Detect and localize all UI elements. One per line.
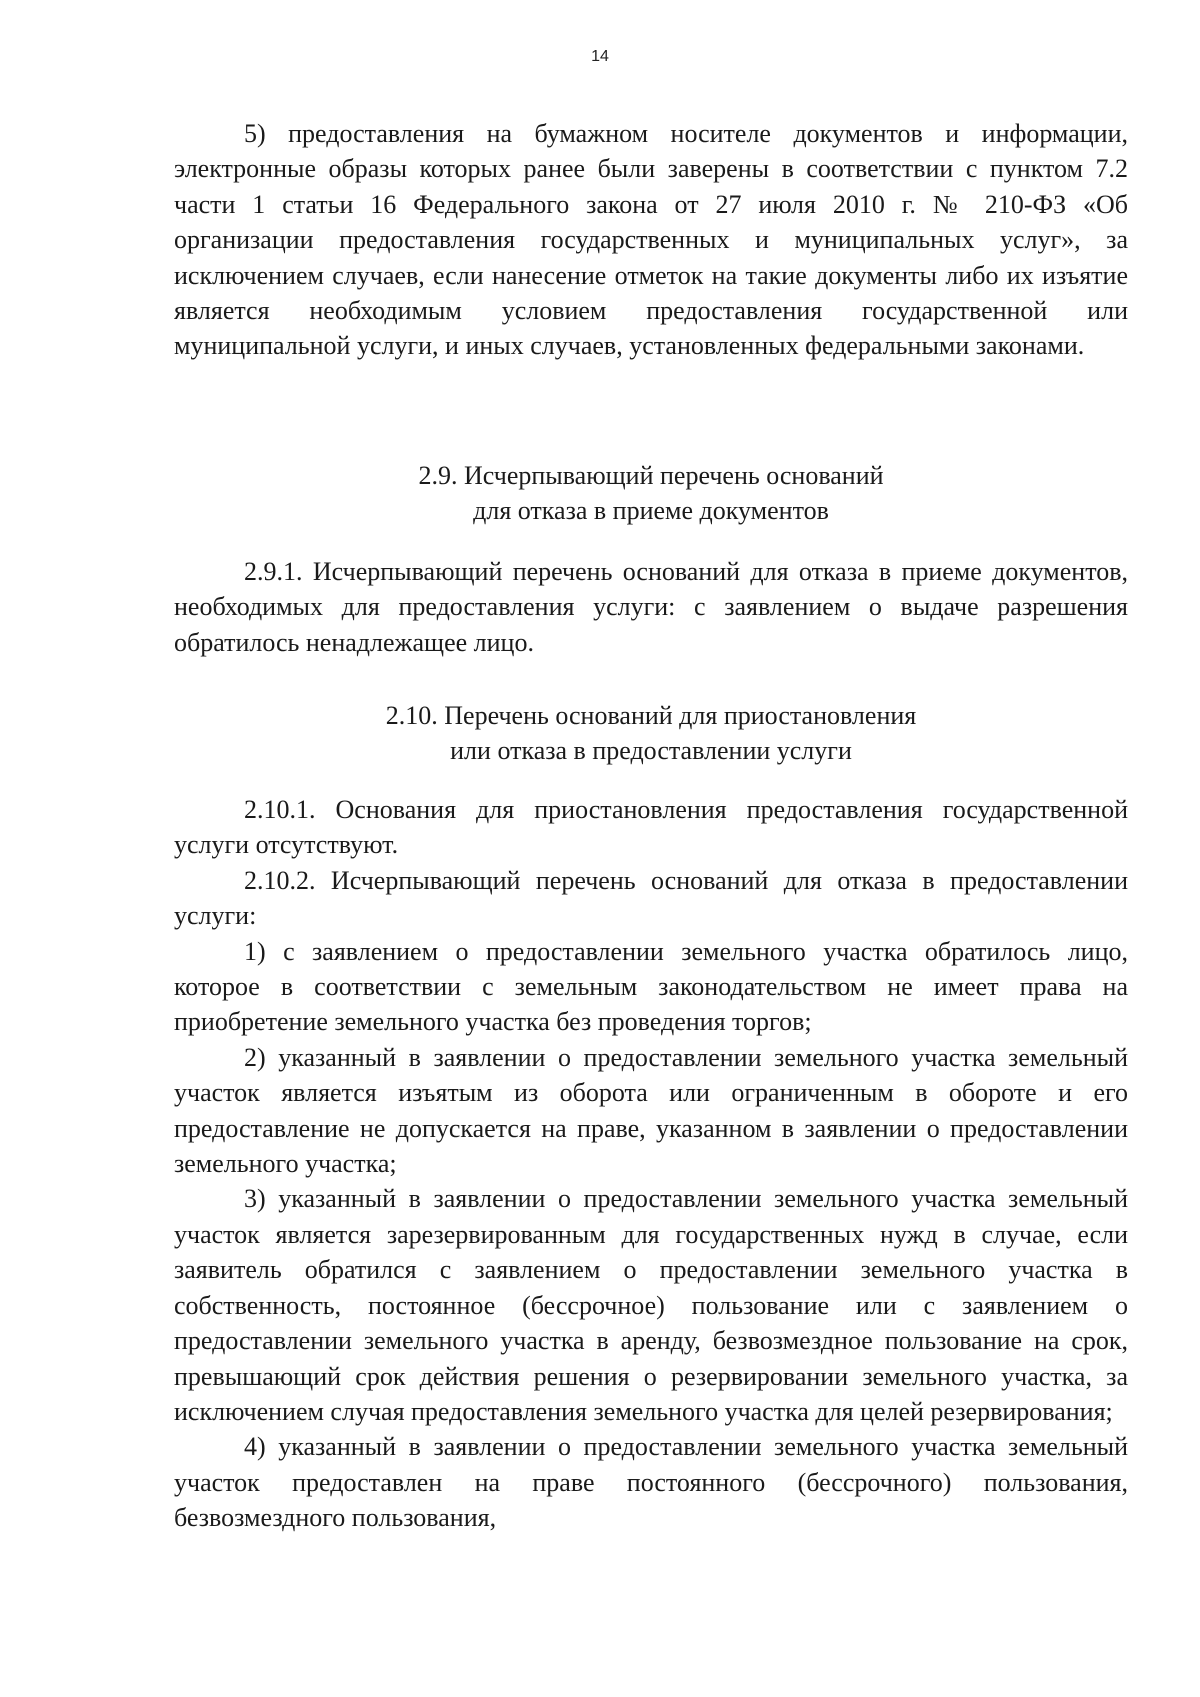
section-body-2-9 — [174, 554, 1128, 660]
section-heading-2-10-line1: 2.10. Перечень оснований для приостановления — [385, 701, 917, 730]
section-heading-2-9 — [174, 458, 1128, 529]
section-heading-2-9-line1: 2.9. Исчерпывающий перечень оснований — [418, 461, 884, 490]
paragraph-item-5: 5) предоставления на бумажном носителе документов и информации, электронные образы которых ранее были заверены в соответствии с пунктом 7.2 части 1 статьи 16 Федерального закона от 27 июля 2010 г. № 210-ФЗ «Об организации предоставления государственных и муниципальных услуг», за исключением случаев, если нанесение отметок на такие документы либо их изъятие является необходимым условием предоставления государственной или муниципальной услуги, и иных случаев, установленных федеральными законами. — [174, 119, 1128, 361]
paragraph-2-10-1: 2.10.1. Основания для приостановления предоставления государственной услуги отсутствуют. — [174, 795, 1128, 860]
list-item-4: 4) указанный в заявлении о предоставлении земельного участка земельный участок предоставлен на праве постоянного (бессрочного) пользования, безвозмездного пользования, — [174, 1432, 1128, 1533]
paragraph-2-10-2: 2.10.2. Исчерпывающий перечень оснований для отказа в предоставлении услуги: — [174, 865, 1128, 931]
section-heading-2-10 — [174, 698, 1128, 769]
list-item-3: 3) указанный в заявлении о предоставлении земельного участка земельный участок является зарезервированным для государственных нужд в случае, если заявитель обратился с заявлением о предоставлении земельного участка в собственность, постоянное (бессрочное) пользование или с заявлением о предоставлении земельного участка в аренду, безвозмездное пользование на срок, превышающий срок действия решения о резервировании земельного участка, за исключением случая предоставления земельного участка для целей резервирования; — [174, 1184, 1128, 1426]
list-item-1: 1) с заявлением о предоставлении земельного участка обратилось лицо, которое в соответствии с земельным законодательством не имеет права на приобретение земельного участка без проведения торгов; — [174, 936, 1128, 1037]
list-item-2: 2) указанный в заявлении о предоставлении земельного участка земельный участок является изъятым из оборота или ограниченным в обороте и его предоставление не допускается на праве, указанном в заявлении о предоставлении земельного участка; — [174, 1042, 1128, 1179]
section-body-2-10 — [174, 792, 1128, 1536]
paragraph-block-item5 — [174, 116, 1128, 364]
section-heading-2-10-line2: или отказа в предоставлении услуги — [450, 736, 852, 766]
paragraph-2-9-1: 2.9.1. Исчерпывающий перечень оснований для отказа в приеме документов, необходимых для предоставления услуги: с заявлением о выдаче разрешения обратилось ненадлежащее лицо. — [174, 557, 1128, 657]
section-heading-2-9-line2: для отказа в приеме документов — [473, 496, 829, 526]
page-number: 14 — [591, 48, 609, 65]
